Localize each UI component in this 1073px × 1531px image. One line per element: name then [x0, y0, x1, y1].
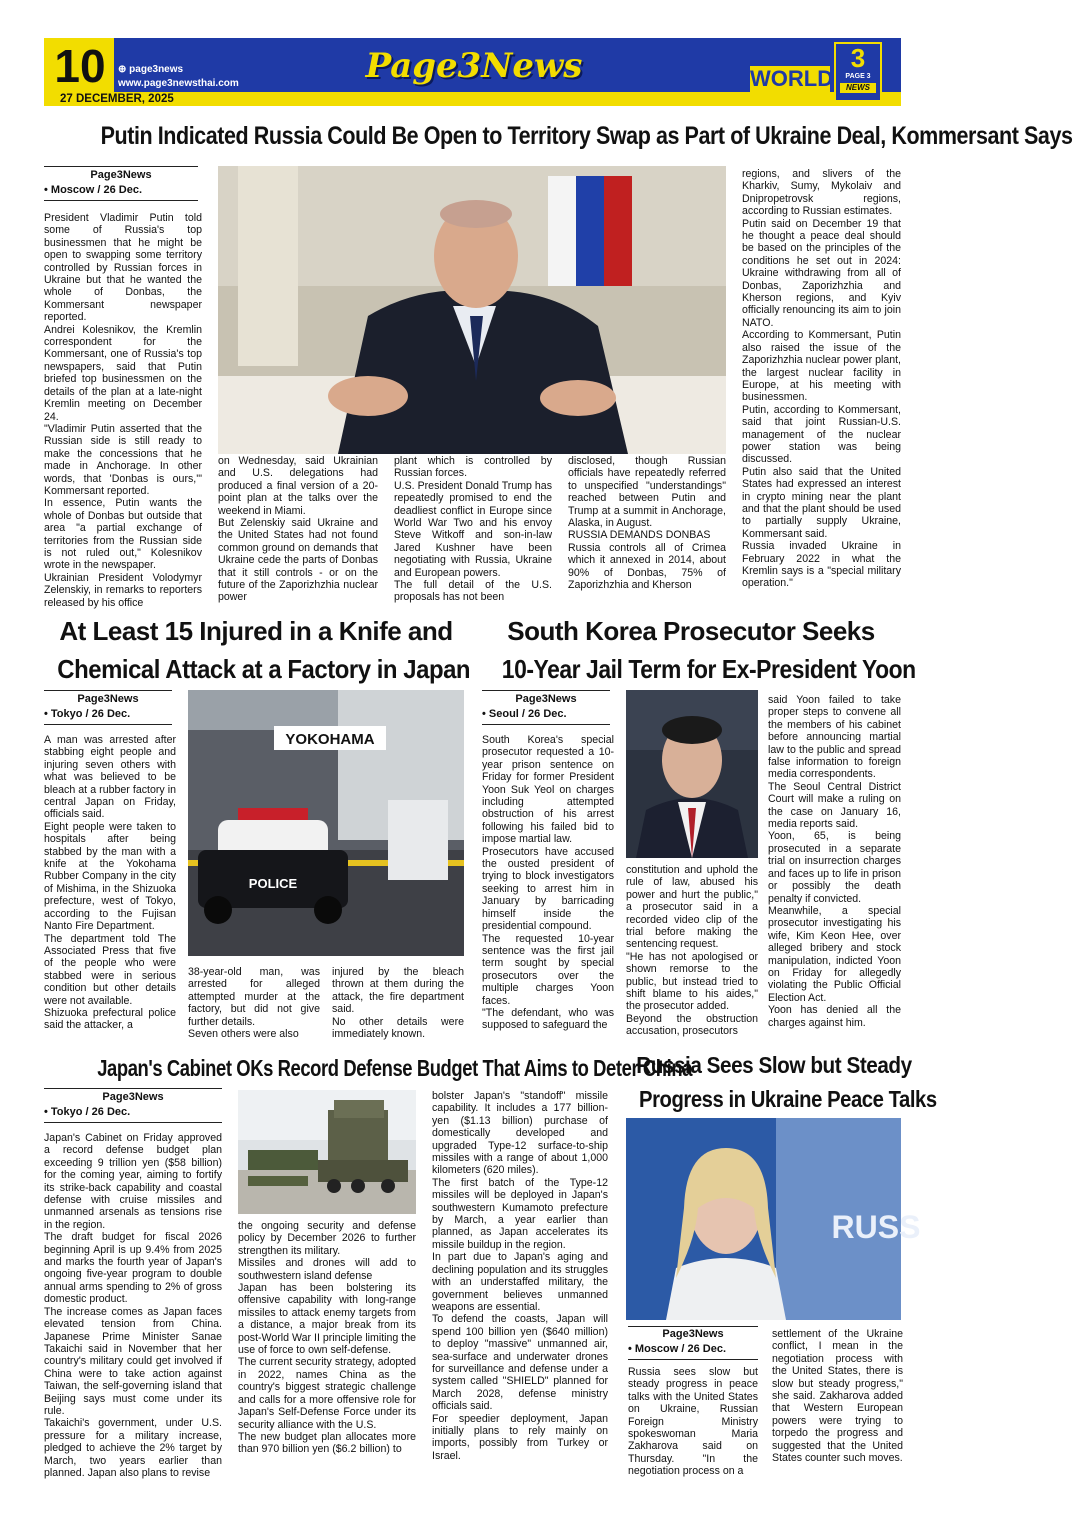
- divider: [44, 200, 198, 201]
- article2-dateline: • Tokyo / 26 Dec.: [44, 708, 131, 720]
- paragraph: According to Kommersant, Putin also raised the issue of the Zaporizhzhia nuclear power plant, the largest nuclear facility in Europe, at his meeting with businessmen.: [742, 329, 901, 404]
- article1-col5: [742, 168, 901, 610]
- paragraph: The department told The Associated Press that five of the people who were stabbed were in serious condition but other details were not available.: [44, 932, 176, 1007]
- article5-source: Page3News: [662, 1328, 724, 1340]
- paragraph: Russia sees slow but steady progress in peace talks with the United States on Ukraine, Russian Foreign Ministry spokeswoman Maria Zakharova said on Thursday. "In the negotiation process on a: [628, 1366, 758, 1478]
- article2-headline: [40, 612, 472, 688]
- factory-sign-text: YOKOHAMA: [285, 731, 375, 748]
- divider: [628, 1359, 758, 1360]
- paragraph: For speedier deployment, Japan initially plans to rely mainly on imports, possibly from Turkey or Israel.: [432, 1412, 608, 1462]
- paragraph: Eight people were taken to hospitals after being stabbed by the man with a knife at the Yokohama Rubber Company in the city of Mishima, in the Shizuoka prefecture, west of Tokyo, according to the Fujisan Nanto Fire Department.: [44, 820, 176, 933]
- paragraph: 38-year-old man, was arrested for alleged attempted murder at the factory, but did not give further details.: [188, 966, 320, 1028]
- paragraph: Seven others were also: [188, 1028, 299, 1041]
- paragraph: "He has not apologised or shown remorse to the public, but instead tried to shift blame to his aides," the prosecutor added.: [626, 950, 758, 1013]
- paragraph: Meanwhile, a special prosecutor investigating his wife, Kim Keon Hee, over alleged bribery and stock manipulation, indicted Yoon on Friday for allegedly violating the Public Official Election Act.: [768, 904, 901, 1004]
- article2-source: Page3News: [77, 693, 139, 705]
- headline-line: 10-Year Jail Term for Ex-President Yoon: [501, 654, 916, 684]
- headline-line: South Korea Prosecutor Seeks: [507, 616, 875, 646]
- paragraph: Shizuoka prefectural police said the attacker, a: [44, 1006, 176, 1032]
- missile-photo: [238, 1090, 416, 1214]
- badge-line1: PAGE 3: [845, 73, 871, 80]
- paragraph: disclosed, though Russian officials have repeatedly referred to unspecified "understandings" reached between Putin and Trump at a summit in Anchorage, Alaska, in August.: [568, 455, 726, 530]
- paragraph: RUSSIA DEMANDS DONBAS: [568, 529, 711, 542]
- police-car-text: POLICE: [248, 876, 298, 891]
- paragraph: In part due to Japan's aging and declining population and its struggles with an understaffed military, the government believes unmanned weapons are essential.: [432, 1251, 608, 1313]
- backdrop-text: RUSS: [831, 1209, 921, 1245]
- paragraph: Missiles and drones will add to southwestern island defense: [238, 1257, 416, 1282]
- article5-dateline: • Moscow / 26 Dec.: [628, 1343, 726, 1355]
- headline-line: Chemical Attack at a Factory in Japan: [57, 654, 471, 684]
- article3-col1: [482, 734, 614, 1046]
- headline-line: At Least 15 Injured in a Knife and: [59, 616, 453, 646]
- article3-col3: [768, 694, 901, 1046]
- article2-col3: [332, 966, 464, 1046]
- site-line-1: [118, 64, 183, 75]
- paragraph: "Vladimir Putin asserted that the Russian side is still ready to make the concessions that he made in Anchorage. In other words, that 'Donbas is ours,'" Kommersant reported.: [44, 422, 202, 497]
- article1-col3: [394, 455, 552, 611]
- paragraph: regions, and slivers of the Kharkiv, Sumy, Mykolaiv and Dnipropetrovsk regions, according to Russian estimates.: [742, 168, 901, 218]
- paragraph: Yoon, 65, is being prosecuted in a separate trial on insurrection charges and faces up to life in prison or possibly the death penalty if convicted.: [768, 830, 901, 905]
- paragraph: the ongoing security and defense policy by December 2026 to further strengthen its military.: [238, 1220, 416, 1257]
- headline-line: Progress in Ukraine Peace Talks: [639, 1086, 937, 1112]
- paragraph: on Wednesday, said Ukrainian and U.S. delegations had produced a final version of a 20-point plan at the talks over the weekend in Miami.: [218, 455, 378, 517]
- divider: [482, 724, 610, 725]
- headline-line: Russia Sees Slow but Steady: [636, 1052, 912, 1078]
- paragraph: A man was arrested after stabbing eight people and injuring seven others with what was believed to be bleach at a rubber factory in central Japan on Friday, officials said.: [44, 734, 176, 821]
- divider: [44, 166, 198, 167]
- article4-dateline: • Tokyo / 26 Dec.: [44, 1106, 131, 1118]
- badge-number: 3: [850, 43, 866, 73]
- article1-headline: Putin Indicated Russia Could Be Open to Territory Swap as Part of Ukraine Deal, Kommersant Says: [100, 122, 1073, 150]
- divider: [628, 1326, 758, 1327]
- paragraph: The full detail of the U.S. proposals has not been: [394, 579, 552, 604]
- article2-col2: [188, 966, 320, 1046]
- section-label: WORLD: [750, 66, 834, 91]
- paragraph: Ukrainian President Volodymyr Zelenskiy, in remarks to reporters released by his office: [44, 571, 202, 609]
- paragraph: Russia controls all of Crimea which it annexed in 2014, about 90% of Donbas, 75% of Zaporizhzhia and Kherson: [568, 541, 726, 592]
- paragraph: Putin, according to Kommersant, said that joint Russian-U.S. management of the nuclear power station was being discussed.: [742, 403, 901, 466]
- yoon-photo: [626, 690, 758, 858]
- masthead: [44, 38, 901, 106]
- site-line-2[interactable]: www.page3newsthai.com: [118, 78, 239, 89]
- divider: [44, 724, 172, 725]
- site-name: page3news: [129, 64, 184, 75]
- paragraph: "The defendant, who was supposed to safeguard the: [482, 1006, 614, 1032]
- divider: [44, 1088, 222, 1089]
- zakharova-photo: [626, 1118, 921, 1320]
- article4-headline: Japan's Cabinet OKs Record Defense Budget That Aims to Deter China: [97, 1055, 693, 1081]
- paragraph: said Yoon failed to take proper steps to convene all the members of his cabinet before announcing martial law to the public and spread false information to foreign media correspondents.: [768, 694, 901, 781]
- article4-col1: [44, 1132, 222, 1486]
- page3-badge: [834, 42, 882, 102]
- paragraph: The requested 10-year sentence was the first jail term sought by special prosecutors over the multiple charges Yoon faces.: [482, 932, 614, 1007]
- article1-col2: [218, 455, 378, 611]
- article5-headline: [622, 1048, 937, 1116]
- article3-col2: [626, 864, 758, 1046]
- paragraph: Takaichi's government, under U.S. pressure for a military increase, pledged to achieve the 2% target by March, two years earlier than planned. Japan also plans to revise: [44, 1417, 222, 1479]
- issue-date: 27 DECEMBER, 2025: [60, 93, 174, 105]
- paragraph: Japan's Cabinet on Friday approved a record defense budget plan exceeding 9 trillion yen ($58 billion) for the coming year, aiming to fortify its strike-back capability and coastal defense with cruise missiles and unmanned arsenals as tensions rise in the region.: [44, 1132, 222, 1231]
- paragraph: No other details were immediately known.: [332, 1015, 464, 1041]
- article3-source: Page3News: [515, 693, 577, 705]
- paragraph: The current security strategy, adopted in 2022, names China as the country's biggest strategic challenge and calls for a more offensive role for Japan's Self-Defense Force under its security alliance with the U.S.: [238, 1356, 416, 1431]
- paragraph: Putin also said that the United States had expressed an interest in crypto mining near the plant and that the plant should be used to partially supply Ukraine, Kommersant said.: [742, 465, 901, 540]
- paragraph: Japan has been bolstering its offensive capability with long-range missiles to attack enemy targets from a distance, a major break from its post-World War II principle limiting the use of force to own self-defense.: [238, 1282, 416, 1357]
- paragraph: U.S. President Donald Trump has repeatedly promised to end the deadliest conflict in Europe since World War Two and his envoy Steve Witkoff and son-in-law Jared Kushner have been negotiating with Russia, Ukraine and European powers.: [394, 479, 552, 579]
- article2-col1: [44, 734, 176, 1046]
- paragraph: South Korea's special prosecutor requested a 10-year prison sentence on Friday for former President Yoon Suk Yeol on charges including attempted obstruction of his arrest following his failed bid to impose martial law.: [482, 734, 614, 846]
- article5-col2: [772, 1328, 903, 1486]
- paragraph: settlement of the Ukraine conflict, I mean in the negotiation process with the United States, there is slow but steady progress," she said. Zakharova added that Western European powers were trying to torpedo the progress and suggested that the United States counter such moves.: [772, 1328, 903, 1465]
- paragraph: Andrei Kolesnikov, the Kremlin correspondent for the Kommersant, one of Russia's top newspapers, said that Putin briefed top businessmen on the details of the plan at a late-night Kremlin meeting on December 24.: [44, 323, 202, 423]
- paragraph: Putin said on December 19 that he thought a peace deal should be based on the principles of the conditions he set out in 2024: Ukraine withdrawing from all of Donbas, Zaporizhzhia and Kherson regions, and Kyiv officially renouncing its aim to join NATO.: [742, 217, 901, 329]
- article1-col4: [568, 455, 726, 611]
- paragraph: President Vladimir Putin told some of Russia's top businessmen that he might be open to swapping some territory controlled by Russian forces in Ukraine but that he wanted the whole of Donbas, the Kommersant newspaper reported.: [44, 212, 202, 324]
- article4-source: Page3News: [102, 1091, 164, 1103]
- paragraph: The Seoul Central District Court will make a ruling on the case on January 16, media reports said.: [768, 780, 901, 831]
- paragraph: plant which is controlled by Russian forces.: [394, 455, 552, 480]
- article1-dateline: • Moscow / 26 Dec.: [44, 184, 142, 196]
- paragraph: The new budget plan allocates more than 970 billion yen ($6.2 billion) to: [238, 1430, 416, 1456]
- paragraph: Prosecutors have accused the ousted president of trying to block investigators seeking to arrest him in January by barricading himself inside the presidential compound.: [482, 845, 614, 933]
- paragraph: The draft budget for fiscal 2026 beginning April is up 9.4% from 2025 and marks the fourth year of Japan's ongoing five-year program to double annual arms spending to 2% of gross domestic product.: [44, 1231, 222, 1306]
- paragraph: The first batch of the Type-12 missiles will be deployed in Japan's southwestern Kumamoto prefecture by March, a year earlier than planned, as Japan accelerates its missile buildup in the region.: [432, 1176, 608, 1251]
- article1-col1: [44, 212, 202, 610]
- factory-photo: [188, 690, 464, 956]
- web-icon: ⊕: [118, 64, 130, 75]
- badge-line2: NEWS: [840, 83, 876, 93]
- paragraph: Beyond the obstruction accusation, prosecutors: [626, 1012, 758, 1038]
- paragraph: constitution and uphold the rule of law, abused his power and hurt the public," a prosecutor said in a recorded video clip of the trial before making the sentencing request.: [626, 864, 758, 951]
- paragraph: Yoon has denied all the charges against him.: [768, 1004, 901, 1029]
- paragraph: injured by the bleach thrown at them during the attack, the fire department said.: [332, 966, 464, 1016]
- logo: Page3News: [365, 46, 583, 86]
- article3-headline: [476, 612, 916, 688]
- paragraph: Russia invaded Ukraine in February 2022 in what the Kremlin says is a "special military operation.": [742, 540, 901, 590]
- paragraph: But Zelenskiy said Ukraine and the United States had not found common ground on demands that Ukraine cede the parts of Donbas that it still controls - or on the future of the Zaporizhzhia nuclear power: [218, 517, 378, 604]
- paragraph: The increase comes as Japan faces elevated tension from China. Japanese Prime Minister Sanae Takaichi said in November that her country's military could get involved if China were to take action against Taiwan, the self-governing island that Beijing says must come under its rule.: [44, 1305, 222, 1417]
- article3-dateline: • Seoul / 26 Dec.: [482, 708, 567, 720]
- paragraph: In essence, Putin wants the whole of Donbas but outside that area "a partial exchange of territories from the Russian side is not ruled out," Kolesnikov wrote in the newspaper.: [44, 497, 202, 572]
- paragraph: To defend the coasts, Japan will spend 100 billion yen ($640 million) to deploy "massive" unmanned air, sea-surface and underwater drones for surveillance and defense under a system called "SHIELD" planned for March 2028, defense ministry officials said.: [432, 1313, 608, 1413]
- article1-source: Page3News: [90, 169, 152, 181]
- page-number: 10: [54, 40, 106, 92]
- article4-col2: [238, 1220, 416, 1486]
- divider: [44, 690, 172, 691]
- article5-col1: [628, 1366, 758, 1486]
- divider: [44, 1122, 222, 1123]
- article4-col3: [432, 1090, 608, 1486]
- putin-photo: [218, 166, 726, 454]
- paragraph: bolster Japan's "standoff" missile capability. It includes a 177 billion-yen ($1.13 billion) purchase of domestically developed and upgraded Type-12 surface-to-ship missiles with a range of about 1,000 kilometers (620 miles).: [432, 1090, 608, 1177]
- divider: [482, 690, 610, 691]
